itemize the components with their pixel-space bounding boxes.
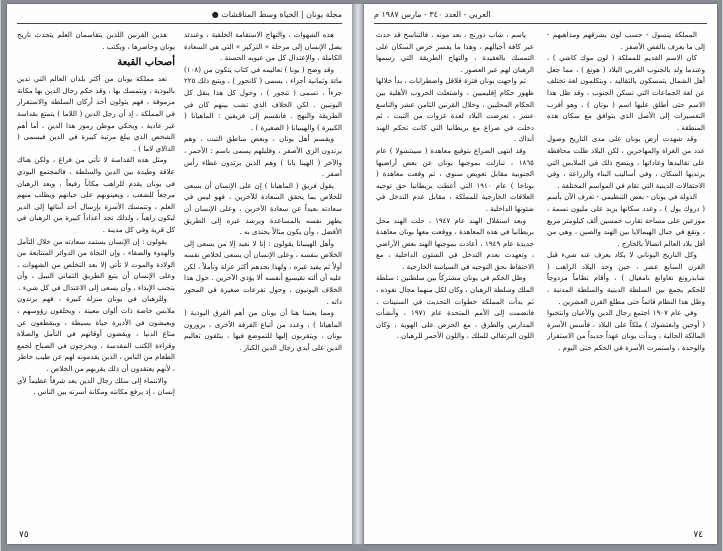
paragraph: ومما يعنينا هنا أن يونان من أهم الفرق البوذية ( الماهيانا ) ، وعدد من أتباع الفرقة الأخرى ، يزورون يونان ، ويتقربون إليها للتموضع فيها ، يتلقون تعاليم الدين على أيدي رجال الدين الكبار .: [184, 308, 342, 353]
paragraph: هذين القرنين اللذين يتقاسمان العلم يتحدث تاريخ يونان وحاضرها ، ويكتب .: [17, 30, 175, 51]
section-heading: أصحاب القبعة: [117, 57, 175, 69]
paragraph: هذه الشهوات ، والتهاج الاستقامة الخلقية ، وعندئذ يصل الإنسان إلى مرحلة « التركيز » التي هي السعادة الكاملة ، والإعتدال كل من عيوبه الحسنة .: [184, 30, 342, 63]
paragraph: كان الاسم القديم للمملكة ( لون موك كاشي ) ، وعندما ولد بالجنوب الغربي البلاد ( هونغ ) ، مما جعل أهل الشمال يتمسكون بالتقاليد ، ويتكلمون لغة تختلف عن لغة الجماعات التي تسكن الجنوب ، وقد ظل هذا الاسم حتى أطلق عليها اسم ( بوتان ) ، وهو أقرب التفسيرات إلى الأصل الذي يتوافق مع سكان هذه المنطقة .: [547, 53, 705, 132]
paragraph: ويقسم أهل يونان ، وبعض مناطق التبت ، وهم يرتدون الزي الأصفر ، وقليلهم يسمى باسم : الأحمر ، والآخر ( الهينا يانا ) وهم الذين يرتدون غطاء رأس أصفر .: [184, 134, 342, 179]
paragraph: ثم واجهت يونان فترة قلاقل واضطرابات ، بدأ خلالها ظهور حكام إقليميين ، واشتعلت الحروب الأهلية بين الحكام المحليين ، وخلال القرنين الثامن عشر والتاسع عشر ، تعرضت البلاد لعدة غزوات من التبت ، ثم دخلت في صراع مع بريطانيا التي كانت تحكم الهند آنذاك .: [376, 76, 534, 144]
header-rule: [17, 23, 342, 24]
header-rule: [374, 23, 707, 24]
paragraph: وقد شهدت أرض يونان على مدى التاريخ وصول عدد من الغزاة والمهاجرين ، لكن البلاد ظلت محافظة على تقاليدها وعاداتها ، ويتضح ذلك في الملابس التي يرتديها السكان ، وفي أساليب البناء والزراعة ، وفي الاحتفالات الدينية التي تقام في المواسم المختلفة .: [547, 134, 705, 190]
left-page-column-right: [184, 29, 342, 524]
paragraph: ياسم ، شاب دورنج ، بعد موته ، فالتناسخ قد حدث عبر كافة أجيالهم ، وهذا ما يفسر حرص السكان على التمسك بالعقيدة ، والتهاج الطريقة التي رسمها الرهبان لهم عبر العصور .: [376, 30, 534, 74]
paragraph: وقد وضح ( يونا ) تعاليمه في كتاب يتكون من (١٠٨) مائة وثمانية أجزاء ، يسمى ( كانجور ) ، ويتبع ذلك ٢٢٥ جزءاً ، تسمى ( تنجور ) ، وحول كل هذا ينقل كل اليونيين . لكن الخلاف الذي تشب بينهم كان في الطريقة والنهج . فانقسم إلى فريقين : الماهيانا ( الكبيرة ) والهينيانا ( الصغيرة ) .: [184, 64, 342, 132]
paragraph: والانتماء إلى سلك رجال الدين يعد شرفاً عظيماً لأي إنسان ، إذ يرفع مكانته ومكانة أسرته بين الناس .: [17, 375, 175, 397]
paragraph: ومثل هذه القداسة لا تأتي من فراغ ، ولكن هناك علاقة وطيدة بين الدين والسلطة ، فالمجتمع البوذي في يونان يقدم للراهب مكاناً رفيعاً ، ويعد الرهبان مرجعاً للشعب ، ويعينونهم على حياتهم ويطلب منهم العلم ، وتتمسك الأسرة بإرسال أحد أبنائها إلى الدير ليكون راهباً ، ولذلك تجد أعداداً كبيرة من الرهبان في كل قرية وفي كل مدينة .: [17, 155, 175, 234]
book-spread: [1, 0, 722, 551]
left-page: [7, 4, 352, 544]
paragraph: المملكة يتسول - حسب لون يشرقهم ومذاهبهم - إلى ما يعرف بالفص الأصفر .: [547, 30, 705, 51]
paragraph: الدولة في يونان - بعض التنظيمي - تعرف الآن بأسم ( دروك يول ) ، وعدد سكانها يزيد على مليون نسمة ، موزعين على مساحة تقارب خمسين ألف كيلومتر مربع ، وتقع في جبال الهيمالايا بين الهند والصين ، وهي من أقل بلاد العالم اتصالاً بالخارج .: [547, 192, 705, 248]
running-header-right: العربي - العدد ٣٤٠ - مارس ١٩٨٧ م: [374, 10, 491, 19]
left-page-column-left: [17, 29, 175, 524]
page-number-left: ٧٥: [19, 530, 29, 540]
paragraph: وقد انتهى الصراع بتوقيع معاهدة ( سينتشولا ) عام ١٨٦٥ ، تنازلت بموجبها يونان عن بعض أراضيها الجنوبية مقابل تعويض سنوي ، ثم وقعت معاهدة ( بوناخا ) عام ١٩١٠ التي أعطت بريطانيا حق توجيه العلاقات الخارجية للمملكة ، مقابل عدم التدخل في شئونها الداخلية .: [376, 145, 534, 213]
paragraph: وأهل الهينيانا يقولون : إنا لا نفيد إلا من يسعى إلى الخلاص بنفسه ، وعلى الإنسان أن يسعى لخلاص نفسه أولاً ثم يفيد غيره ، ولهذا نجدهم أكثر عزلة وتأملاً ، لكن عليه أن ألته تقيسيع أنفسه ألا يؤذي الآخرين . حول هذا الخلاف اليونيون ، وحول تفرعات صغيرة في المحور ذاته .: [184, 238, 342, 306]
paragraph: تعد مملكة يونان من أكثر بلدان العالم التي تدين بالبوذية ، وتتمسك بها ، وقد حكم رجال الدين بها مكانة مرموقة ، فهم يتولون أحد أركان السلطة والاستقرار في المملكة ، إذ أن رجل الدين ( اللاما ) يتمتع بقداسة غير عادية ، ويحكي موطن رموز هذا الدين ، أما أهم الشخص الذي يبلغ مرتبة كبيرة في الدين فيسمى ( الدالاي لاما ) .: [17, 74, 175, 153]
right-page: [364, 4, 717, 544]
right-page-column-right: [547, 29, 705, 524]
right-page-column-left: [376, 29, 534, 524]
book-gutter: [352, 4, 364, 544]
paragraph: وكل التاريخ اليوناني لا يكاد يعرف عنه شيء قبل القرن السابع عشر ، حين وحد البلاد الراهب ( شابدرونغ نغاوانغ نامغيال ) ، وأقام نظاماً مزدوجاً للحكم يجمع بين السلطة الدينية والسلطة المدنية ، وظل هذا النظام قائماً حتى مطلع القرن العشرين .: [547, 250, 705, 306]
paragraph: وللرهبان في يونان منزلة كبيرة ، فهم يرتدون ملابس خاصة ذات ألوان معينة ، ويحلقون رؤوسهم ، ويعيشون في الأديرة حياة بسيطة ، وينقطعون عن متاع الدنيا ، ويقضون أوقاتهم في التأمل والصلاة وقراءة الكتب المقدسة ، ويخرجون في الصباح لجمع الطعام من الناس ، الذين يقدمونه لهم عن طيب خاطر ، لأنهم يعتقدون أن ذلك يقربهم من الخلاص .: [17, 294, 175, 374]
paragraph: وفي عام ١٩٠٧ اجتمع رجال الدين والأعيان وانتخبوا ( أوجين وانغتشوك ) ملكاً على البلاد ، فأسس الأسرة المالكة الحالية ، وبدأت يونان عهداً جديداً من الاستقرار والوحدة ، واستمرت الأسرة في الحكم حتى اليوم .: [547, 308, 705, 353]
paragraph: وبعد استقلال الهند عام ١٩٤٧ ، حلت الهند محل بريطانيا في هذه المعاهدة ، ووقعت معها يونان معاهدة جديدة عام ١٩٤٩ ، أعادت بموجبها الهند بعض الأراضي ، وتعهدت بعدم التدخل في الشئون الداخلية ، مع الاحتفاظ بحق التوجيه في السياسة الخارجية .: [376, 215, 534, 271]
running-header-left: مجلة يونان | الحياة وسط المناقشات ●: [211, 10, 342, 19]
paragraph: وظل الحكم في يونان مشتركاً بين سلطتين : سلطة الملك وسلطة الرهبان ، وكان لكل منهما مجال نفوذه ، ثم بدأت المملكة خطوات التحديث في الستينات ، فانضمت إلى الأمم المتحدة عام ١٩٧١ ، وأنشأت المدارس والطرق ، مع الحرص على الهوية ، وكان اللون البرتقالي للملك ، واللون الأحمر للرهبان .: [376, 273, 534, 341]
page-number-right: ٧٤: [693, 530, 703, 540]
paragraph: يقولون : إن الإنسان يستمد سعادته من خلال التأمل والهدوء والصفاء ، وإن النجاة من الدوائر المتتابعة من الولادة والموت لا تأتي إلا بعد التخلص من الشهوات ، وعلى الإنسان أن يتبع الطريق الثماني النبيل ، وأن يتجنب الإيذاء ، وأن يسعى إلى الاعتدال في كل شيء .: [17, 236, 175, 292]
paragraph: يقول فريق ( الماهيانا ) إن على الإنسان أن يسعى للخلاص بما يحقق السعادة للآخرين ، فهو ليس في سعادته بعيداً عن سعادة الآخرين ، وعلى الإنسان أن يطهر نفسه بالمساعدة ويرشد غيره إلى الطريق الأفضل ، وأن يكون مثالاً يحتذى به .: [184, 180, 342, 237]
